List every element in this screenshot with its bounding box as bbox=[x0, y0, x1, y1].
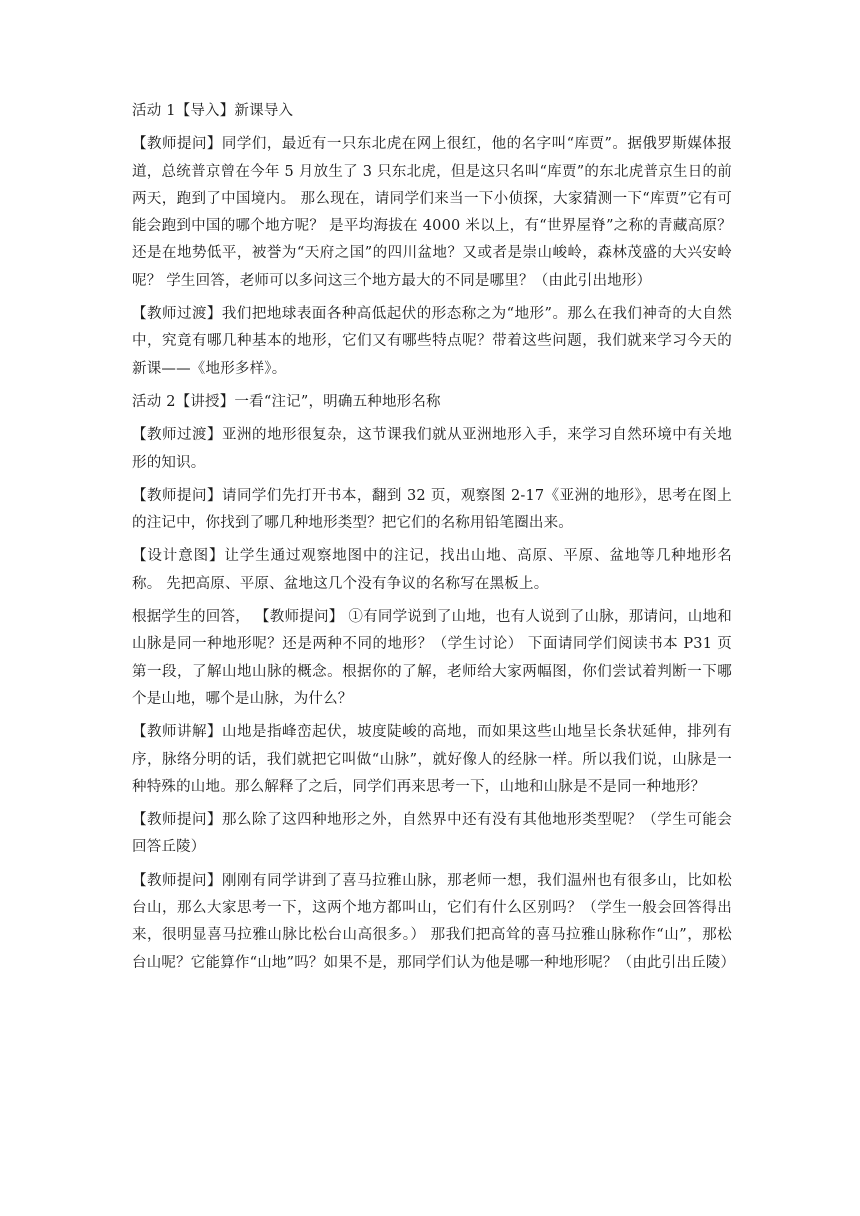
paragraph-student-answer: 根据学生的回答， 【教师提问】 ①有同学说到了山地，也有人说到了山脉，那请问，山地和山脉是同一种地形呢？还是两种不同的地形？（学生讨论） 下面请同学们阅读书本 P31 页第一段，了解山地山脉的概念。根据你的了解，老师给大家两幅图，你们尝试着判断一下哪个是山地，哪个是山脉，为什么？ bbox=[132, 609, 732, 707]
paragraph-teacher-question-3: 【教师提问】那么除了这四种地形之外，自然界中还有没有其他地形类型呢？（学生可能会回答丘陵） bbox=[132, 812, 732, 856]
paragraph-teacher-question-2: 【教师提问】请同学们先打开书本，翻到 32 页，观察图 2-17《亚洲的地形》，思考在图上的注记中，你找到了哪几种地形类型？把它们的名称用铅笔圈出来。 bbox=[132, 487, 732, 532]
document-body bbox=[132, 98, 736, 983]
paragraph-teacher-transition-2: 【教师过渡】亚洲的地形很复杂，这节课我们就从亚洲地形入手，来学习自然环境中有关地形的知识。 bbox=[132, 427, 732, 471]
activity-1-heading: 活动 1【导入】新课导入 bbox=[132, 103, 294, 119]
paragraph-teacher-explanation: 【教师讲解】山地是指峰峦起伏，坡度陡峻的高地，而如果这些山地呈长条状延伸，排列有序，脉络分明的话，我们就把它叫做“山脉”，就好像人的经脉一样。所以我们说，山脉是一种特殊的山地。那么解释了之后，同学们再来思考一下，山地和山脉是不是同一种地形？ bbox=[132, 724, 732, 795]
paragraph-design-intent: 【设计意图】让学生通过观察地图中的注记，找出山地、高原、平原、盆地等几种地形名称。 先把高原、平原、盆地这几个没有争议的名称写在黑板上。 bbox=[132, 548, 732, 592]
paragraph-teacher-question-4: 【教师提问】刚刚有同学讲到了喜马拉雅山脉，那老师一想，我们温州也有很多山，比如松台山，那么大家思考一下，这两个地方都叫山，它们有什么区别吗？（学生一般会回答得出来，很明显喜马拉雅山脉比松台山高很多。） 那我们把高耸的喜马拉雅山脉称作“山”，那松台山呢？它能算作“山地”吗？如果不是，那同学们认为他是哪一种地形呢？（由此引出丘陵） bbox=[132, 872, 736, 971]
paragraph-teacher-transition-1: 【教师过渡】我们把地球表面各种高低起伏的形态称之为“地形”。那么在我们神奇的大自然中，究竟有哪几种基本的地形，它们又有哪些特点呢？带着这些问题，我们就来学习今天的新课——《地形多样》。 bbox=[132, 306, 732, 377]
paragraph-teacher-question-1: 【教师提问】同学们，最近有一只东北虎在网上很红，他的名字叫“库贾”。据俄罗斯媒体报道，总统普京曾在今年 5 月放生了 3 只东北虎，但是这只名叫“库贾”的东北虎普京生日的前两天，跑到了中国境内。 那么现在，请同学们来当一下小侦探，大家猜测一下“库贾”它有可能会跑到中国的哪个地方呢？ 是平均海拔在 4000 米以上，有“世界屋脊”之称的青藏高原？还是在地势低平，被誉为“天府之国”的四川盆地？又或者是崇山峻岭，森林茂盛的大兴安岭呢？ 学生回答，老师可以多问这三个地方最大的不同是哪里？（由此引出地形） bbox=[132, 136, 732, 289]
activity-2-heading: 活动 2【讲授】一看“注记”，明确五种地形名称 bbox=[132, 393, 441, 410]
